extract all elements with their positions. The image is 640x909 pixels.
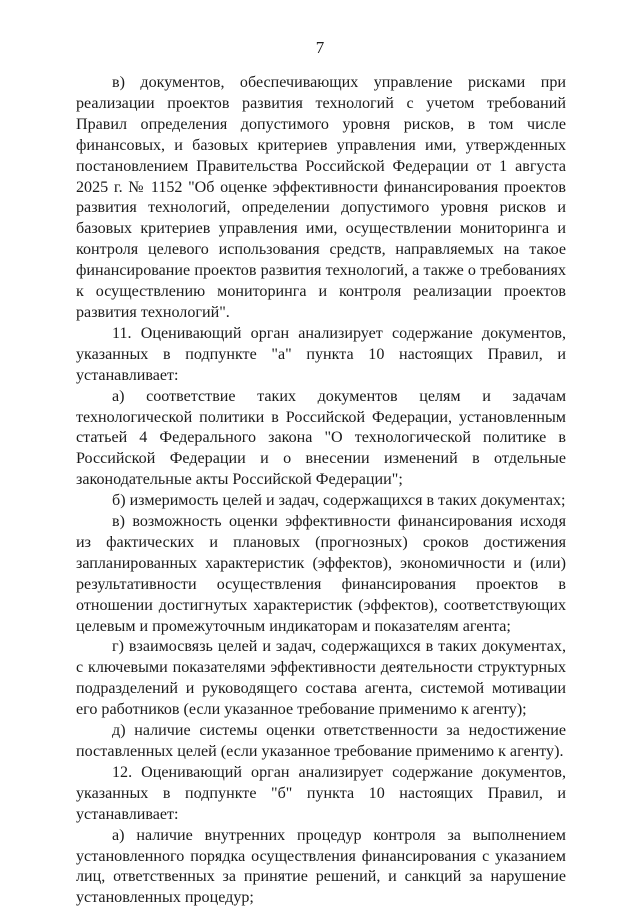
document-body bbox=[76, 73, 566, 909]
paragraph-12-intro: 12. Оценивающий орган анализирует содержание документов, указанных в подпункте "б" пункта 10 настоящих Правил, и устанавливает: bbox=[76, 763, 566, 823]
page-number: 7 bbox=[315, 38, 325, 57]
paragraph-11a: а) соответствие таких документов целям и задачам технологической политики в Российской Федерации, установленным статьей 4 Федерального закона "О технологической политике в Российской Федерации и о внесении изменений в отдельные законодательные акты Российской Федерации"; bbox=[76, 387, 566, 489]
paragraph-11-intro: 11. Оценивающий орган анализирует содержание документов, указанных в подпункте "а" пункта 10 настоящих Правил, и устанавливает: bbox=[76, 324, 566, 384]
paragraph-3v-risk-documents: в) документов, обеспечивающих управление рисками при реализации проектов развития технологий с учетом требований Правил определения допустимого уровня рисков, в том числе финансовых, и базовых критериев управления ими, утвержденных постановлением Правительства Российской Федерации от 1 августа 2025 г. № 1152 "Об оценке эффективности финансирования проектов развития технологий, определении допустимого уровня рисков и базовых критериев управления ими, осуществлении мониторинга и контроля целевого использования средств, направляемых на такое финансирование проектов развития технологий, а также о требованиях к осуществлению мониторинга и контроля реализации проектов развития технологий". bbox=[76, 74, 566, 321]
paragraph-11d: д) наличие системы оценки ответственности за недостижение поставленных целей (если указанное требование применимо к агенту). bbox=[76, 722, 566, 760]
paragraph-12a: а) наличие внутренних процедур контроля за выполнением установленного порядка осуществления финансирования с указанием лиц, ответственных за принятие решений, и санкций за нарушение установленных процедур; bbox=[76, 826, 566, 907]
paragraph-11v: в) возможность оценки эффективности финансирования исходя из фактических и плановых (прогнозных) сроков достижения запланированных характеристик (эффектов), экономичности и (или) результативности осуществления финансирования проектов в отношении достигнутых характеристик (эффектов), соответствующих целевым и промежуточным индикаторам и показателям агента; bbox=[76, 513, 566, 635]
paragraph-11b: б) измеримость целей и задач, содержащихся в таких документах; bbox=[112, 492, 566, 510]
paragraph-11g: г) взаимосвязь целей и задач, содержащихся в таких документах, с ключевыми показателями эффективности деятельности структурных подразделений и руководящего состава агента, системой мотивации его работников (если указанное требование применимо к агенту); bbox=[76, 638, 566, 719]
